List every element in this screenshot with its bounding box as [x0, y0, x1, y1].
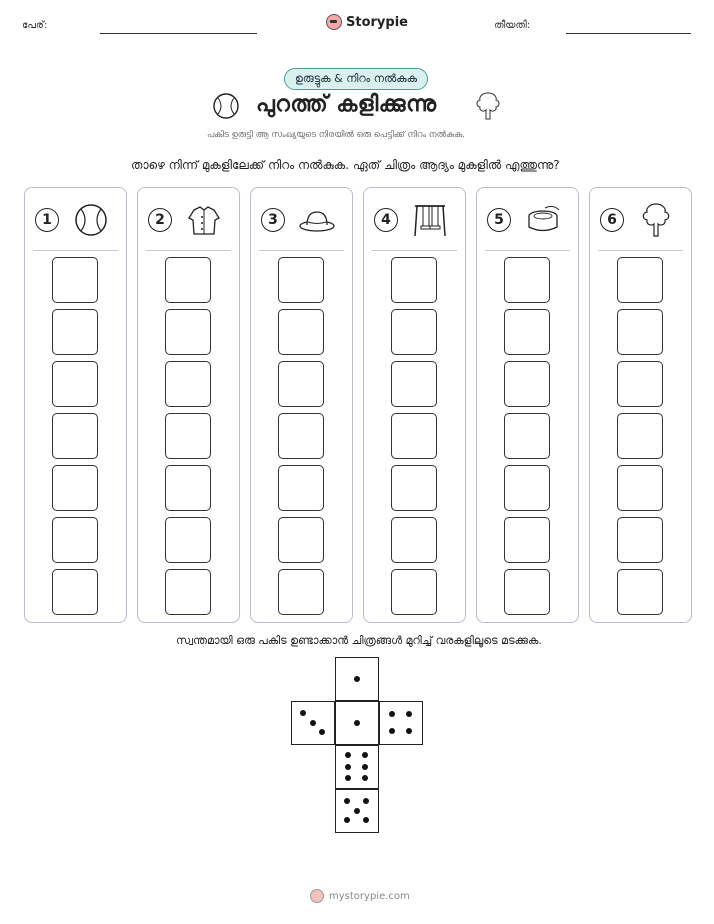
brand-logo [326, 14, 408, 30]
color-box[interactable] [165, 465, 211, 511]
color-box[interactable] [391, 517, 437, 563]
color-box[interactable] [278, 465, 324, 511]
color-box[interactable] [504, 569, 550, 615]
color-box[interactable] [52, 309, 98, 355]
die-pip [354, 808, 360, 814]
die-instruction: സ്വന്തമായി ഒരു പകിട ഉണ്ടാക്കാൻ ചിത്രങ്ങൾ മുറിച്ച് വരകളിലൂടെ മടക്കുക. [176, 634, 542, 647]
die-face-right [379, 701, 423, 745]
die-pip [362, 764, 368, 770]
color-box[interactable] [165, 569, 211, 615]
column-divider [146, 250, 231, 251]
color-box[interactable] [278, 361, 324, 407]
activity-tag: ഉരുട്ടുക & നിറം നൽകുക [284, 68, 428, 90]
die-pip [363, 817, 369, 823]
name-label: പേര്: [22, 20, 48, 31]
column-divider [33, 250, 118, 251]
color-box[interactable] [52, 465, 98, 511]
color-box[interactable] [391, 309, 437, 355]
color-box[interactable] [391, 413, 437, 459]
storypie-icon [310, 889, 324, 903]
column-divider [485, 250, 570, 251]
die-pip [300, 710, 306, 716]
column-divider [598, 250, 683, 251]
color-box[interactable] [52, 517, 98, 563]
die-pip [389, 711, 395, 717]
column-4 [363, 187, 466, 623]
column-number: 2 [148, 208, 172, 232]
column-number: 4 [374, 208, 398, 232]
storypie-icon [326, 14, 342, 30]
footer [310, 889, 410, 903]
page-title: പുറത്ത് കളിക്കുന്നു [256, 92, 437, 117]
die-pip [319, 729, 325, 735]
die-pip [345, 775, 351, 781]
color-box[interactable] [52, 413, 98, 459]
column-2 [137, 187, 240, 623]
color-box[interactable] [391, 465, 437, 511]
die-pip [406, 711, 412, 717]
die-pip [345, 764, 351, 770]
column-1 [24, 187, 127, 623]
sunscreen-jar-icon [523, 200, 563, 240]
jacket-icon [184, 200, 224, 240]
die-pip [310, 720, 316, 726]
die-pip [354, 720, 360, 726]
baseball-icon [212, 92, 240, 120]
color-box[interactable] [165, 413, 211, 459]
die-pip [362, 775, 368, 781]
die-pip [344, 798, 350, 804]
color-box[interactable] [165, 309, 211, 355]
color-box[interactable] [391, 361, 437, 407]
column-number: 6 [600, 208, 624, 232]
color-box[interactable] [617, 257, 663, 303]
color-box[interactable] [504, 413, 550, 459]
sun-hat-icon [297, 200, 337, 240]
color-box[interactable] [278, 569, 324, 615]
die-face-bottom [335, 789, 379, 833]
name-line[interactable] [100, 33, 257, 34]
column-divider [372, 250, 457, 251]
color-box[interactable] [278, 517, 324, 563]
die-face-left [291, 701, 335, 745]
column-number: 1 [35, 208, 59, 232]
color-box[interactable] [504, 309, 550, 355]
color-box[interactable] [504, 517, 550, 563]
die-pip [354, 676, 360, 682]
date-line[interactable] [566, 33, 691, 34]
subtitle: പകിട ഉരുട്ടി ആ സംഖ്യയുടെ നിരയിൽ ഒരു പെട്ടിക്ക് നിറം നൽകുക. [207, 130, 465, 140]
color-box[interactable] [52, 569, 98, 615]
color-box[interactable] [165, 257, 211, 303]
color-box[interactable] [617, 413, 663, 459]
date-label: തീയതി: [494, 20, 531, 31]
die-pip [389, 728, 395, 734]
die-face-below [335, 745, 379, 789]
color-box[interactable] [391, 569, 437, 615]
tree-icon [472, 90, 504, 122]
color-box[interactable] [617, 465, 663, 511]
column-number: 5 [487, 208, 511, 232]
swing-icon [410, 200, 450, 240]
color-box[interactable] [617, 361, 663, 407]
color-box[interactable] [278, 309, 324, 355]
die-pip [406, 728, 412, 734]
color-box[interactable] [617, 569, 663, 615]
column-number: 3 [261, 208, 285, 232]
column-6 [589, 187, 692, 623]
color-box[interactable] [391, 257, 437, 303]
instruction: താഴെ നിന്ന് മുകളിലേക്ക് നിറം നൽകുക. ഏത് ചിത്രം ആദ്യം മുകളിൽ എത്തുന്നു? [131, 158, 560, 172]
color-box[interactable] [504, 257, 550, 303]
column-5 [476, 187, 579, 623]
color-box[interactable] [617, 517, 663, 563]
color-box[interactable] [278, 257, 324, 303]
color-box[interactable] [504, 465, 550, 511]
die-face-center [335, 701, 379, 745]
footer-url: mystorypie.com [329, 890, 410, 902]
color-box[interactable] [278, 413, 324, 459]
tree-icon [636, 200, 676, 240]
color-box[interactable] [52, 257, 98, 303]
color-box[interactable] [165, 361, 211, 407]
die-face-top [335, 657, 379, 701]
color-box[interactable] [52, 361, 98, 407]
die-pip [362, 752, 368, 758]
column-divider [259, 250, 344, 251]
baseball-icon [71, 200, 111, 240]
color-box[interactable] [617, 309, 663, 355]
color-box[interactable] [504, 361, 550, 407]
color-box[interactable] [165, 517, 211, 563]
brand-name: Storypie [346, 14, 408, 30]
die-pip [345, 752, 351, 758]
die-pip [344, 817, 350, 823]
die-pip [363, 798, 369, 804]
column-3 [250, 187, 353, 623]
